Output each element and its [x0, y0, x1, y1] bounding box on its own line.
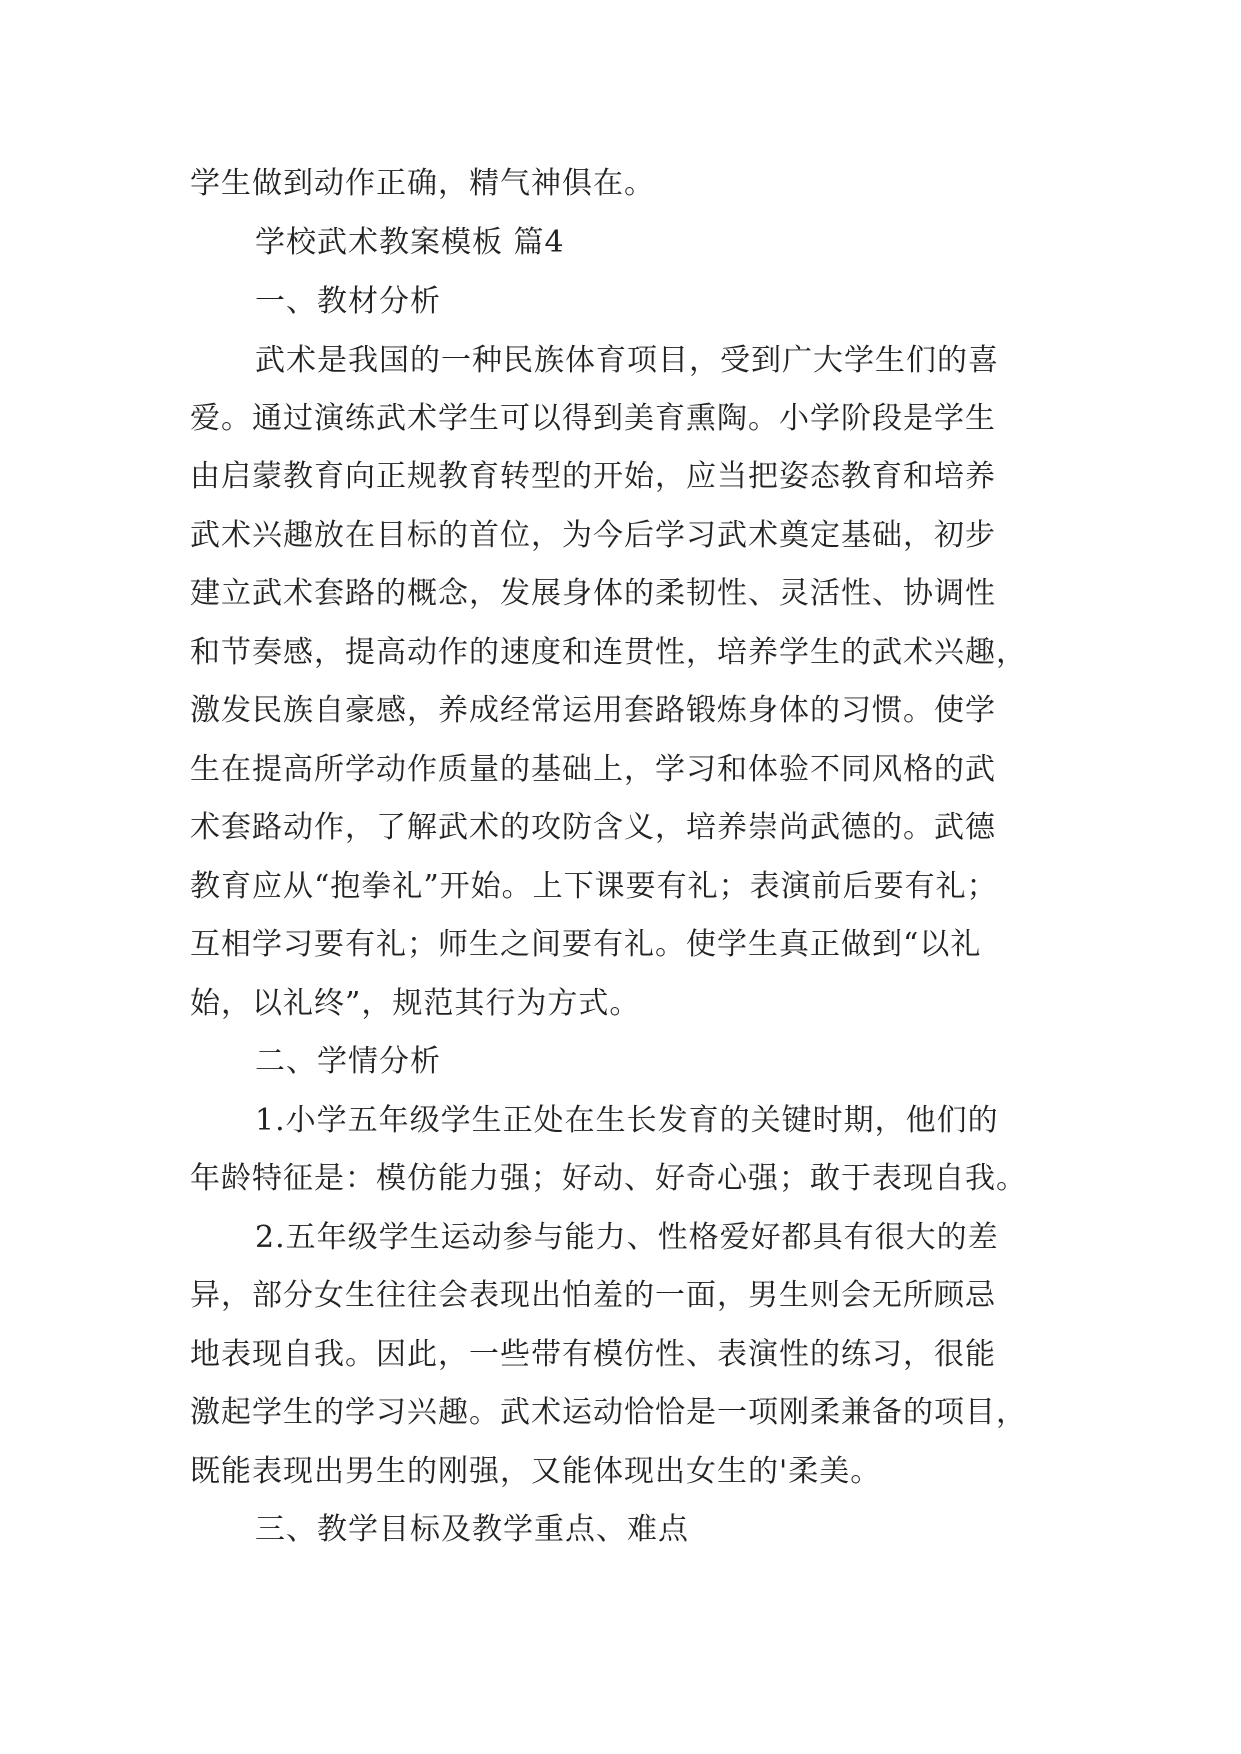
section-heading: 一、教材分析 [255, 284, 441, 319]
section-heading: 二、学情分析 [255, 1044, 441, 1079]
paragraph-line: 1.小学五年级学生正处在生长发育的关键时期，他们的 [255, 1103, 999, 1138]
paragraph-line: 由启蒙教育向正规教育转型的开始，应当把姿态教育和培养 [190, 459, 996, 494]
text-line: 学生做到动作正确，精气神俱在。 [190, 166, 655, 201]
paragraph-line: 异，部分女生往往会表现出怕羞的一面，男生则会无所顾忌 [190, 1278, 996, 1313]
paragraph-line: 互相学习要有礼；师生之间要有礼。使学生真正做到“以礼 [190, 927, 982, 962]
paragraph-line: 2.五年级学生运动参与能力、性格爱好都具有很大的差 [255, 1220, 999, 1255]
paragraph-line: 始，以礼终”，规范其行为方式。 [190, 986, 641, 1021]
paragraph-line: 激发民族自豪感，养成经常运用套路锻炼身体的习惯。使学 [190, 693, 996, 728]
paragraph-line: 爱。通过演练武术学生可以得到美育熏陶。小学阶段是学生 [190, 401, 996, 436]
paragraph-line: 既能表现出男生的刚强，又能体现出女生的'柔美。 [190, 1454, 882, 1489]
paragraph-line: 术套路动作，了解武术的攻防含义，培养崇尚武德的。武德 [190, 810, 996, 845]
paragraph-line: 激起学生的学习兴趣。武术运动恰恰是一项刚柔兼备的项目， [190, 1395, 1027, 1430]
paragraph-line: 武术兴趣放在目标的首位，为今后学习武术奠定基础，初步 [190, 518, 996, 553]
section-title: 学校武术教案模板 篇4 [255, 225, 565, 260]
paragraph-line: 武术是我国的一种民族体育项目，受到广大学生们的喜 [255, 343, 999, 378]
paragraph-line: 年龄特征是：模仿能力强；好动、好奇心强；敢于表现自我。 [190, 1161, 1027, 1196]
paragraph-line: 和节奏感，提高动作的速度和连贯性，培养学生的武术兴趣， [190, 635, 1027, 670]
paragraph-line: 教育应从“抱拳礼”开始。上下课要有礼；表演前后要有礼； [190, 869, 998, 904]
section-heading: 三、教学目标及教学重点、难点 [255, 1512, 689, 1547]
paragraph-line: 建立武术套路的概念，发展身体的柔韧性、灵活性、协调性 [190, 576, 996, 611]
paragraph-line: 生在提高所学动作质量的基础上，学习和体验不同风格的武 [190, 752, 996, 787]
paragraph-line: 地表现自我。因此，一些带有模仿性、表演性的练习，很能 [190, 1337, 996, 1372]
